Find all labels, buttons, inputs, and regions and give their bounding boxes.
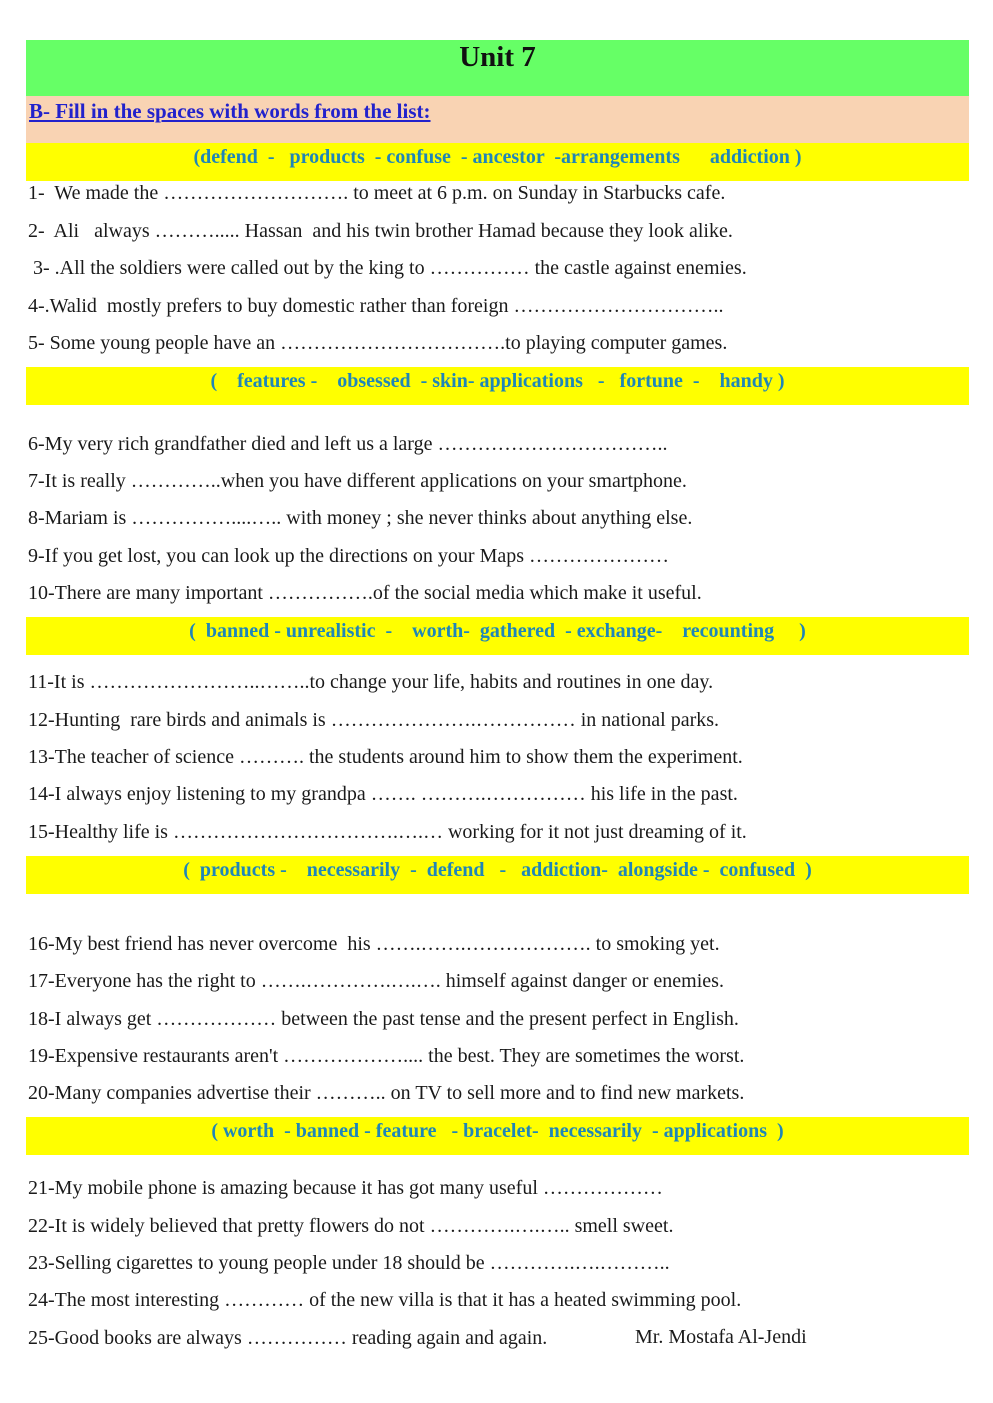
question-12: 12-Hunting rare birds and animals is ………………….…………… in national parks. xyxy=(28,709,720,731)
question-23: 23-Selling cigarettes to young people under 18 should be ………….….……….. xyxy=(28,1252,670,1274)
question-10: 10-There are many important …………….of the social media which make it useful. xyxy=(28,582,702,604)
question-16: 16-My best friend has never overcome his …….…….………………. to smoking yet. xyxy=(28,933,720,955)
question-19: 19-Expensive restaurants aren't ……………….... the best. They are sometimes the worst. xyxy=(28,1045,745,1067)
question-25: 25-Good books are always …………… reading again and again. xyxy=(28,1327,548,1349)
question-6: 6-My very rich grandfather died and left us a large …………………………….. xyxy=(28,433,668,455)
word-list-3: ( banned - unrealistic - worth- gathered - exchange- recounting ) xyxy=(26,617,969,655)
word-list-2: ( features - obsessed - skin- applications - fortune - handy ) xyxy=(26,367,969,405)
question-21: 21-My mobile phone is amazing because it has got many useful ……………… xyxy=(28,1177,663,1199)
word-list-4: ( products - necessarily - defend - addiction- alongside - confused ) xyxy=(26,856,969,894)
question-14: 14-I always enjoy listening to my grandpa ……. ……….…………… his life in the past. xyxy=(28,783,738,805)
author-signature: Mr. Mostafa Al-Jendi xyxy=(635,1326,807,1348)
question-20: 20-Many companies advertise their ……….. on TV to sell more and to find new markets. xyxy=(28,1082,745,1104)
question-4: 4-.Walid mostly prefers to buy domestic rather than foreign ………………………….. xyxy=(28,295,724,317)
question-13: 13-The teacher of science ………. the students around him to show them the experiment. xyxy=(28,746,743,768)
question-9: 9-If you get lost, you can look up the directions on your Maps ………………… xyxy=(28,545,670,567)
word-list-5: ( worth - banned - feature - bracelet- necessarily - applications ) xyxy=(26,1117,969,1155)
question-18: 18-I always get ……………… between the past tense and the present perfect in English. xyxy=(28,1008,739,1030)
question-17: 17-Everyone has the right to …….………….….…. himself against danger or enemies. xyxy=(28,970,724,992)
instruction-heading: B- Fill in the spaces with words from the list: xyxy=(29,99,431,123)
question-1: 1- We made the ………………………. to meet at 6 p.m. on Sunday in Starbucks cafe. xyxy=(28,182,726,204)
question-3: 3- .All the soldiers were called out by the king to …………… the castle against enemies. xyxy=(28,257,747,279)
question-11: 11-It is ……………………..……..to change your life, habits and routines in one day. xyxy=(28,671,714,693)
question-5: 5- Some young people have an …………………………….to playing computer games. xyxy=(28,332,728,354)
question-7: 7-It is really …………..when you have different applications on your smartphone. xyxy=(28,470,687,492)
question-24: 24-The most interesting ………… of the new villa is that it has a heated swimming pool. xyxy=(28,1289,742,1311)
question-15: 15-Healthy life is …………………………….….… working for it not just dreaming of it. xyxy=(28,821,747,843)
question-2: 2- Ali always ………..... Hassan and his twin brother Hamad because they look alike. xyxy=(28,220,733,242)
title-banner xyxy=(26,40,969,96)
instruction-banner xyxy=(26,96,969,143)
page-title: Unit 7 xyxy=(459,41,536,73)
word-list-1: (defend - products - confuse - ancestor -arrangements addiction ) xyxy=(26,143,969,181)
question-8: 8-Mariam is ……………....….. with money ; she never thinks about anything else. xyxy=(28,507,693,529)
question-22: 22-It is widely believed that pretty flowers do not ………….….….. smell sweet. xyxy=(28,1215,674,1237)
